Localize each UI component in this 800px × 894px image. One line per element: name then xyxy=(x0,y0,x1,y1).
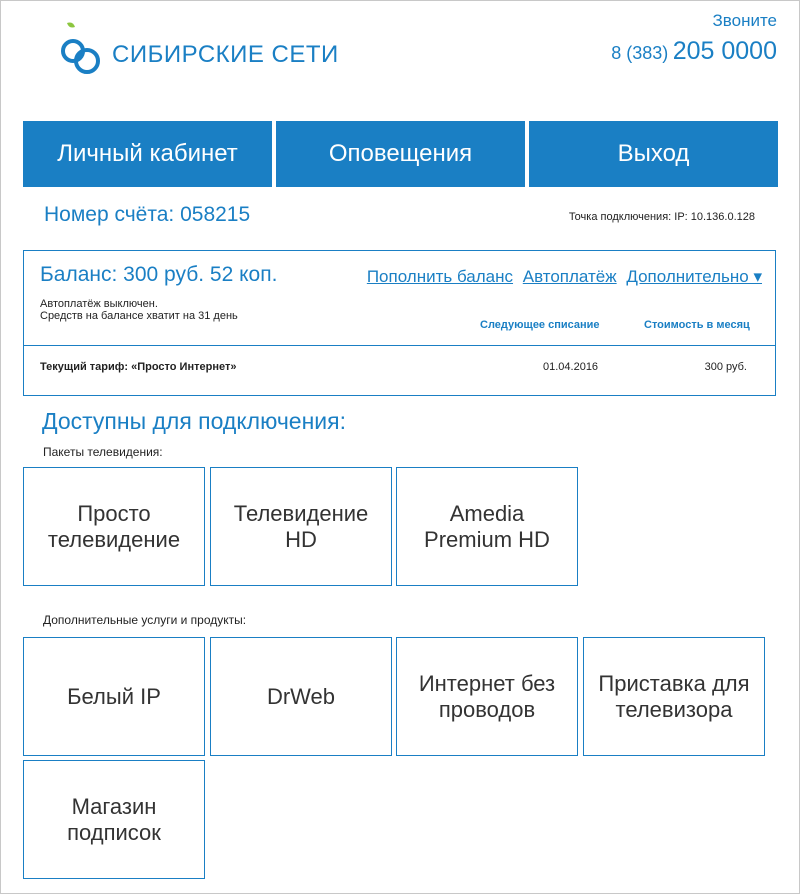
nav-personal-cabinet[interactable]: Личный кабинет xyxy=(23,121,272,187)
extra-services-label: Дополнительные услуги и продукты: xyxy=(43,613,247,627)
more-link[interactable]: Дополнительно ▾ xyxy=(626,267,762,286)
nav-logout[interactable]: Выход xyxy=(529,121,778,187)
logo[interactable] xyxy=(59,21,359,81)
next-charge-header: Следующее списание xyxy=(480,319,600,331)
balance-amount: Баланс: 300 руб. 52 коп. xyxy=(40,263,278,286)
tile-subscription-store[interactable]: Магазин подписок xyxy=(23,760,205,879)
balance-actions xyxy=(362,267,762,287)
connection-point: Точка подключения: IP: 10.136.0.128 xyxy=(568,211,755,223)
nav-notifications[interactable]: Оповещения xyxy=(276,121,525,187)
phone-number[interactable] xyxy=(611,37,777,66)
call-label: Звоните xyxy=(712,11,777,30)
balance-info xyxy=(40,298,238,322)
logo-text: СИБИРСКИЕ СЕТИ xyxy=(112,41,339,68)
main-nav xyxy=(23,121,778,187)
logo-mark-icon xyxy=(59,21,109,81)
current-tariff: Текущий тариф: «Просто Интернет» xyxy=(40,361,237,373)
monthly-cost: 300 руб. xyxy=(704,361,747,373)
funds-info: Средств на балансе хватит на 31 день xyxy=(40,310,238,322)
top-up-link[interactable]: Пополнить баланс xyxy=(366,267,514,286)
phone-code: 8 (383) xyxy=(611,43,669,63)
monthly-cost-header: Стоимость в месяц xyxy=(644,319,750,331)
tile-white-ip[interactable]: Белый IP xyxy=(23,637,205,756)
phone-digits: 205 0000 xyxy=(672,37,777,65)
autopay-status: Автоплатёж выключен. xyxy=(40,298,158,310)
autopay-link[interactable]: Автоплатёж xyxy=(522,267,617,286)
tile-amedia-premium-hd[interactable]: Amedia Premium HD xyxy=(396,467,578,586)
tile-tv-box[interactable]: Приставка для телевизора xyxy=(583,637,765,756)
available-title: Доступны для подключения: xyxy=(42,408,346,434)
account-number: Номер счёта: 058215 xyxy=(44,203,251,226)
tile-simple-tv[interactable]: Просто телевидение xyxy=(23,467,205,586)
tile-tv-hd[interactable]: Телевидение HD xyxy=(210,467,392,586)
next-charge-date: 01.04.2016 xyxy=(543,361,599,373)
tv-packages-label: Пакеты телевидения: xyxy=(43,445,163,459)
tile-wireless-internet[interactable]: Интернет без проводов xyxy=(396,637,578,756)
panel-divider xyxy=(24,345,775,346)
balance-panel xyxy=(23,250,776,396)
tile-drweb[interactable]: DrWeb xyxy=(210,637,392,756)
